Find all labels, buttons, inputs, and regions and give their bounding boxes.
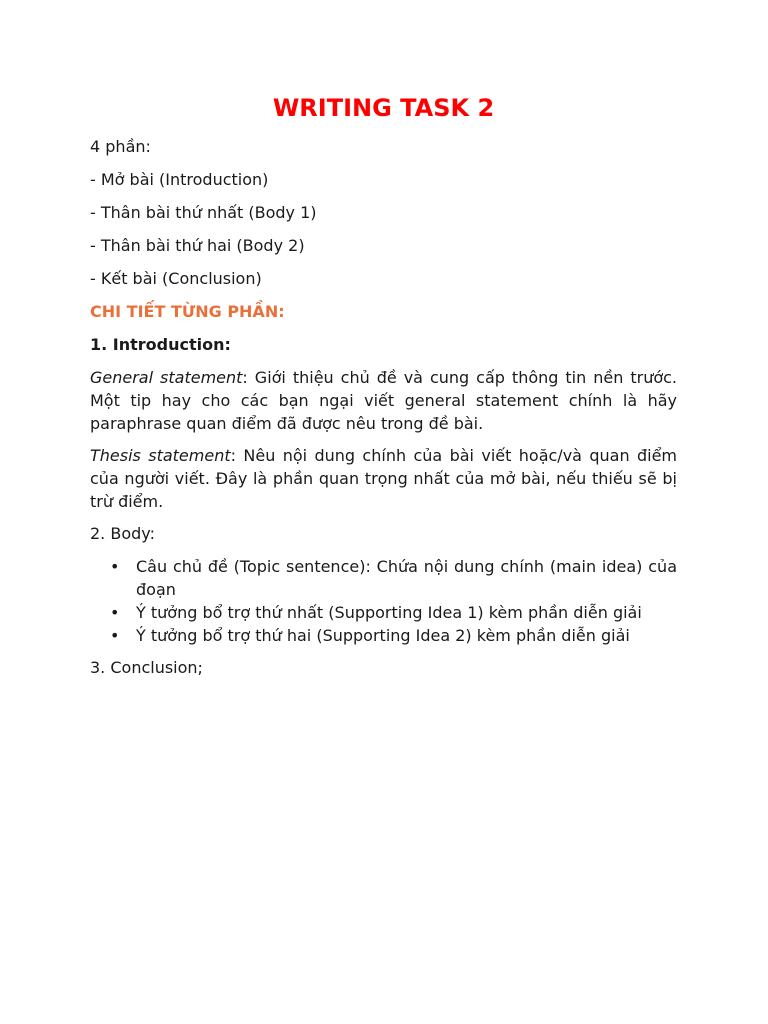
conclusion-heading: 3. Conclusion; (90, 658, 203, 677)
introduction-heading: 1. Introduction: (90, 335, 231, 354)
part-item-introduction: - Mở bài (Introduction) (90, 170, 269, 189)
detail-heading: CHI TIẾT TỪNG PHẦN: (90, 302, 285, 321)
body-heading: 2. Body: (90, 524, 155, 543)
list-item (110, 624, 677, 647)
list-item-text: Ý tưởng bổ trợ thứ hai (Supporting Idea 2) kèm phần diễn giải (136, 626, 630, 645)
part-item-conclusion: - Kết bài (Conclusion) (90, 269, 262, 288)
list-item (110, 601, 677, 624)
thesis-statement-paragraph (90, 444, 677, 513)
document-page (90, 90, 677, 689)
general-statement-paragraph (90, 366, 677, 435)
parts-intro-label: 4 phần: (90, 137, 151, 156)
thesis-statement-label: Thesis statement (90, 446, 231, 465)
bullet-icon: • (110, 603, 120, 622)
general-statement-text: : Giới thiệu chủ đề và cung cấp thông tin nền trước. Một tip hay cho các bạn ngại viết general statement chính là hãy paraphrase quan điểm đã được nêu trong đề bài. (90, 368, 678, 433)
general-statement-label: General statement (90, 368, 243, 387)
part-item-body-2: - Thân bài thứ hai (Body 2) (90, 236, 305, 255)
document-title: WRITING TASK 2 (272, 94, 495, 122)
list-item-text: Ý tưởng bổ trợ thứ nhất (Supporting Idea 1) kèm phần diễn giải (136, 603, 642, 622)
bullet-icon: • (110, 557, 120, 576)
list-item (110, 555, 677, 601)
part-item-body-1: - Thân bài thứ nhất (Body 1) (90, 203, 317, 222)
thesis-statement-text: : Nêu nội dung chính của bài viết hoặc/và quan điểm của người viết. Đây là phần quan trọng nhất của mở bài, nếu thiếu sẽ bị trừ điểm. (90, 446, 677, 511)
body-bullet-list (90, 555, 677, 647)
list-item-text: Câu chủ đề (Topic sentence): Chứa nội dung chính (main idea) của đoạn (136, 557, 677, 599)
bullet-icon: • (110, 626, 120, 645)
